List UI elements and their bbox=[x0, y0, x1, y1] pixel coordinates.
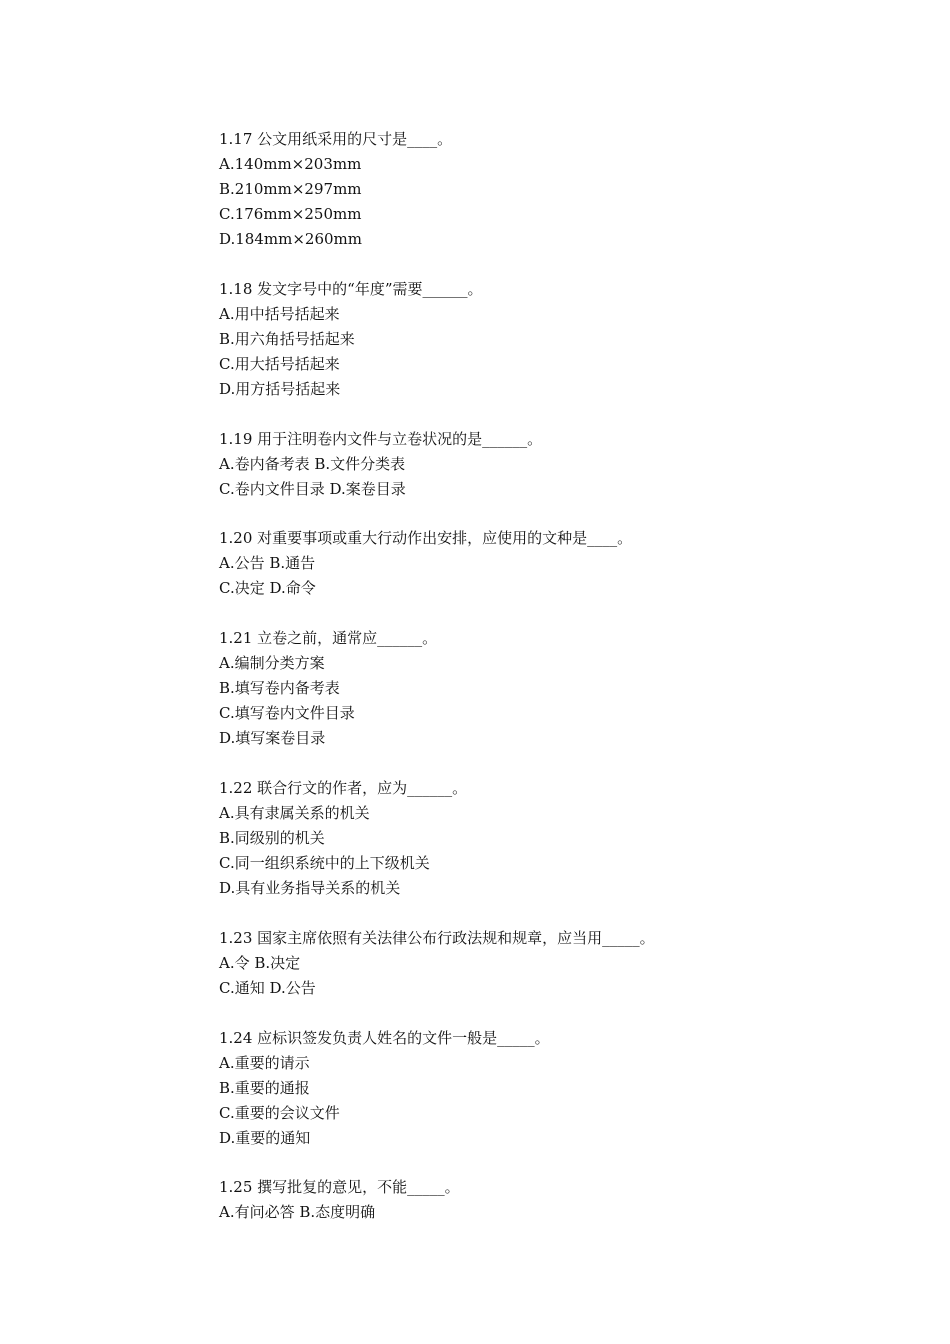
spacer bbox=[219, 252, 919, 277]
option-line: D.具有业务指导关系的机关 bbox=[219, 878, 401, 897]
question-1-23: 1.23 国家主席依照有关法律公布行政法规和规章，应当用_____。 bbox=[219, 928, 655, 947]
option-line: A.140mm×203mm bbox=[219, 155, 362, 173]
option-line: D.184mm×260mm bbox=[219, 230, 362, 248]
option-line: C.填写卷内文件目录 bbox=[219, 704, 355, 723]
question-1-20: 1.20 对重要事项或重大行动作出安排，应使用的文种是____。 bbox=[219, 529, 633, 548]
spacer bbox=[219, 751, 919, 776]
option-line: C.同一组织系统中的上下级机关 bbox=[219, 853, 430, 872]
option-line: C.通知 D.公告 bbox=[219, 978, 316, 997]
option-line: D.用方括号括起来 bbox=[219, 379, 341, 398]
question-1-18: 1.18 发文字号中的“年度”需要______。 bbox=[219, 279, 483, 298]
option-line: B.填写卷内备考表 bbox=[219, 679, 340, 698]
spacer bbox=[219, 1001, 919, 1026]
option-line: A.编制分类方案 bbox=[219, 654, 325, 673]
question-1-21: 1.21 立卷之前，通常应______。 bbox=[219, 629, 438, 648]
option-line: B.用六角括号括起来 bbox=[219, 329, 355, 348]
document-page bbox=[219, 127, 919, 1225]
question-1-19: 1.19 用于注明卷内文件与立卷状况的是______。 bbox=[219, 429, 543, 448]
option-line: A.卷内备考表 B.文件分类表 bbox=[219, 454, 406, 473]
option-line: A.重要的请示 bbox=[219, 1053, 310, 1072]
spacer bbox=[219, 1151, 919, 1176]
spacer bbox=[219, 402, 919, 427]
option-line: C.用大括号括起来 bbox=[219, 354, 340, 373]
option-line: D.重要的通知 bbox=[219, 1128, 311, 1147]
question-1-17: 1.17 公文用纸采用的尺寸是____。 bbox=[219, 130, 453, 148]
question-1-24: 1.24 应标识签发负责人姓名的文件一般是_____。 bbox=[219, 1028, 550, 1047]
option-line: B.同级别的机关 bbox=[219, 828, 325, 847]
option-line: A.用中括号括起来 bbox=[219, 304, 340, 323]
option-line: C.重要的会议文件 bbox=[219, 1103, 340, 1122]
option-line: C.决定 D.命令 bbox=[219, 579, 316, 598]
option-line: A.公告 B.通告 bbox=[219, 554, 316, 573]
spacer bbox=[219, 502, 919, 527]
question-1-25: 1.25 撰写批复的意见，不能_____。 bbox=[219, 1178, 460, 1197]
option-line: C.176mm×250mm bbox=[219, 205, 362, 223]
spacer bbox=[219, 901, 919, 926]
option-line: A.令 B.决定 bbox=[219, 953, 301, 972]
option-line: B.重要的通报 bbox=[219, 1078, 310, 1097]
option-line: D.填写案卷目录 bbox=[219, 729, 326, 748]
question-1-22: 1.22 联合行文的作者，应为______。 bbox=[219, 778, 468, 797]
option-line: C.卷内文件目录 D.案卷目录 bbox=[219, 479, 406, 498]
option-line: A.有问必答 B.态度明确 bbox=[219, 1203, 376, 1222]
option-line: B.210mm×297mm bbox=[219, 180, 362, 198]
option-line: A.具有隶属关系的机关 bbox=[219, 803, 370, 822]
spacer bbox=[219, 601, 919, 626]
